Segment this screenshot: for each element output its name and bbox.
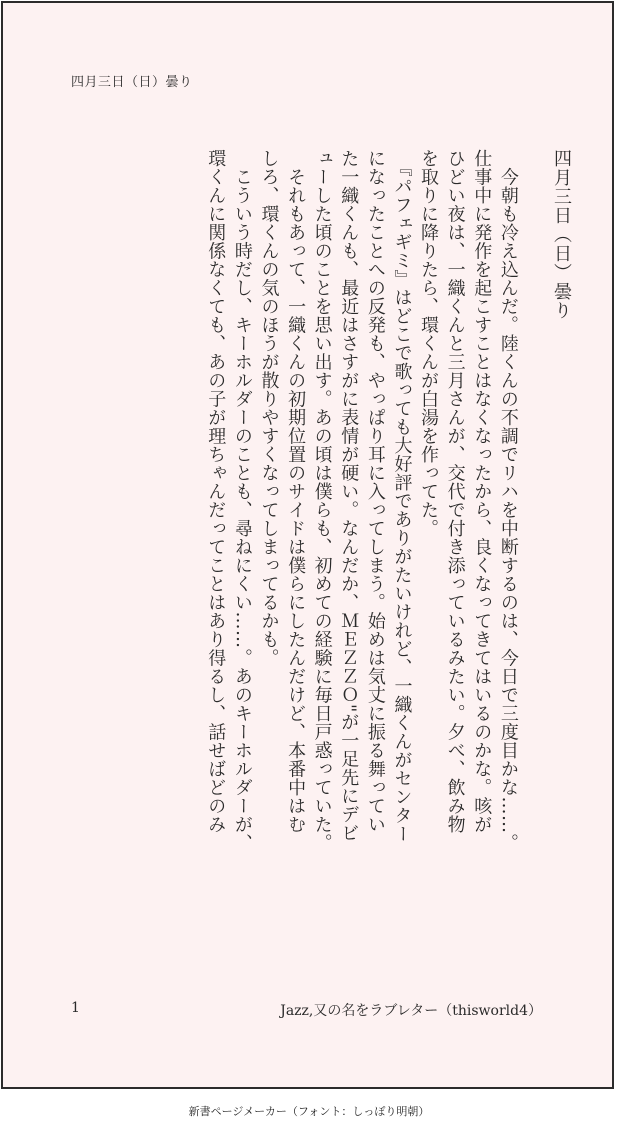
text-line: になったことへの反発も、やっぱり耳に入ってしまう。始めは気丈に振る舞ってい xyxy=(364,149,386,834)
book-page xyxy=(1,1,614,1089)
running-head: 四月三日（日）曇り xyxy=(71,75,193,90)
text-line: ひどい夜は、一織くんと三月さんが、交代で付き添っているみたい。夕べ、飲み物 xyxy=(444,149,466,834)
body-text xyxy=(202,149,574,949)
text-line: ューした頃のことを思い出す。あの頃は僕らも、初めての経験に毎日戸惑っていた。 xyxy=(311,149,333,852)
text-line: を取りに降りたら、環くんが白湯を作ってた。 xyxy=(418,149,440,538)
text-line: こういう時だし、キーホルダーのことも、尋ねにくい……。あのキーホルダーが、 xyxy=(231,149,253,852)
text-line: それもあって、一織くんの初期位置のサイドは僕らにしたんだけど、本番中はむ xyxy=(285,149,307,834)
generator-credit: 新書ページメーカー（フォント：しっぽり明朝） xyxy=(188,1105,430,1118)
text-line: 『パフェギミ』はどこで歌っても大好評でありがたいけれど、一織くんがセンター xyxy=(391,149,413,843)
chapter-heading: 四月三日（日）曇り xyxy=(551,149,572,320)
book-title: Jazz,又の名をラブレター（thisworld4） xyxy=(280,1003,542,1019)
text-line: 環くんに関係なくても、あの子が理ちゃんだってことはあり得るし、話せばどのみ xyxy=(205,149,227,834)
text-line: 仕事中に発作を起こすことはなくなったから、良くなってきてはいるのかな。咳が xyxy=(471,149,493,834)
text-line: しろ、環くんの気のほうが散りやすくなってしまってるかも。 xyxy=(258,149,280,667)
text-line: た一織くんも、最近はさすがに表情が硬い。なんだか、ＭＥＺＺＯ"が一足先にデビ xyxy=(338,149,360,843)
text-line: 今朝も冷え込んだ。陸くんの不調でリハを中断するのは、今日で三度目かな……。 xyxy=(497,149,519,852)
page-number: 1 xyxy=(71,1000,80,1016)
